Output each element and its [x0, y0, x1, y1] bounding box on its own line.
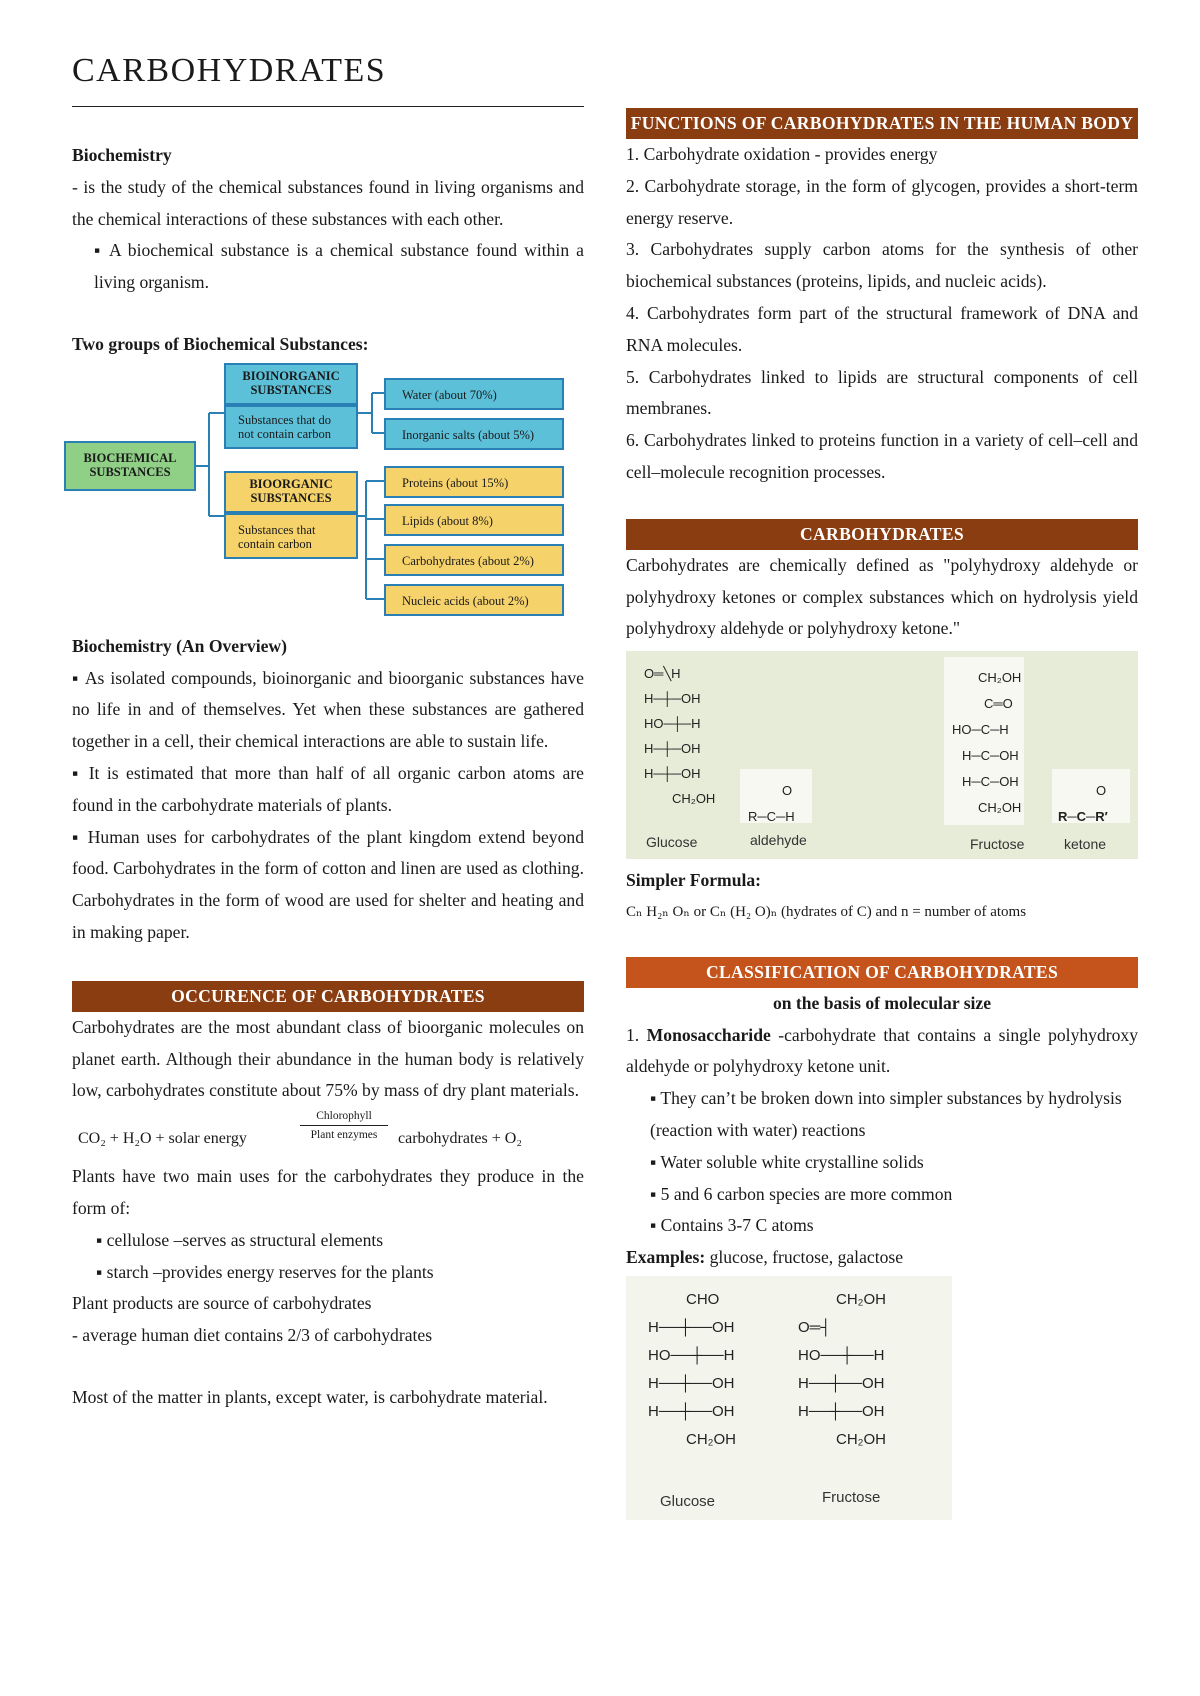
occurrence-band: OCCURENCE OF CARBOHYDRATES: [72, 981, 584, 1012]
aldehyde-structure: [740, 769, 812, 823]
simpler-formula-heading: Simpler Formula:: [626, 870, 762, 891]
use-cellulose: ▪ cellulose –serves as structural elements: [96, 1229, 384, 1250]
biochemistry-definition: - is the study of the chemical substances found in living organisms and the chemical interactions of these substances with each other.: [72, 176, 584, 229]
spacer: [72, 1352, 584, 1382]
bioorganic-desc-line-2: contain carbon: [238, 536, 312, 551]
monosaccharide-examples-figure: [626, 1276, 952, 1520]
aldehyde-group: R─C─H: [748, 809, 795, 825]
water-node: Water (about 70%): [384, 378, 564, 410]
biochemistry-heading: Biochemistry: [72, 145, 172, 165]
page-title: CARBOHYDRATES: [72, 52, 387, 89]
root-node: [64, 441, 196, 491]
aldehyde-oxygen: O: [782, 783, 793, 799]
bioinorganic-desc-line-1: Substances that do: [238, 412, 332, 427]
aldehyde-ketone-figure: [626, 651, 1138, 859]
examples-line: [626, 1242, 1138, 1274]
function-item-1: 1. Carbohydrate oxidation - provides energy: [626, 144, 938, 164]
carbohydrates-band: CARBOHYDRATES: [626, 519, 1138, 550]
monosaccharide-number: 1.: [626, 1024, 640, 1045]
glucose-structure: CHO H──┼──OH HO──┼──H H──┼──OH H──┼──OH CH₂OH: [648, 1290, 736, 1448]
overview-heading: Biochemistry (An Overview): [72, 635, 287, 656]
spacer: [626, 489, 1138, 519]
spacer: [626, 929, 1138, 957]
root-line-1: BIOCHEMICAL: [83, 450, 177, 465]
fructose-open-chain-structure: [944, 657, 1024, 825]
plant-matter-paragraph: Most of the matter in plants, except water, is carbohydrate material.: [72, 1386, 548, 1407]
mono-bullet-hydrolysis: ▪ They can’t be broken down into simpler substances by hydrolysis: [650, 1088, 1122, 1109]
bioorganic-description: [224, 513, 358, 559]
right-column: [626, 108, 1138, 1520]
human-diet-line: - average human diet contains 2/3 of carbohydrates: [72, 1325, 433, 1346]
mono-bullet-hydrolysis-note: (reaction with water) reactions: [650, 1119, 866, 1140]
biochemical-substances-diagram: [64, 361, 594, 631]
reaction-arrow: [300, 1125, 388, 1126]
overview-bullet-3: ▪ Human uses for carbohydrates of the plant kingdom extend beyond food. Carbohydrates in the form of cotton and linen are used as clothing. Carbohydrates in the form of wood are used for shelter and heating and in making paper.: [72, 826, 584, 942]
function-item-4: 4. Carbohydrates form part of the structural framework of DNA and RNA molecules.: [626, 302, 1138, 355]
carbohydrates-node: Carbohydrates (about 2%): [384, 544, 564, 576]
bioorganic-desc-line-1: Substances that: [238, 522, 316, 537]
fructose-chain: CH₂OH C═O HO─C─H H─C─OH H─C─OH CH₂OH: [952, 670, 1022, 816]
nucleic-acids-node: Nucleic acids (about 2%): [384, 584, 564, 616]
carbohydrates-definition: Carbohydrates are chemically defined as "polyhydroxy aldehyde or polyhydroxy ketones or complex substances which on hydrolysis yield polyhydroxy aldehyde or polyhydroxy ketone.": [626, 554, 1138, 639]
function-item-5: 5. Carbohydrates linked to lipids are structural components of cell membranes.: [626, 366, 1138, 419]
root-line-2: SUBSTANCES: [89, 464, 171, 479]
catalyst-top: Chlorophyll: [316, 1110, 372, 1123]
example-glucose-caption: Glucose: [660, 1492, 716, 1510]
biochemical-substance-bullet: ▪ A biochemical substance is a chemical substance found within a living organism.: [94, 240, 584, 293]
bioorganic-line-1: BIOORGANIC: [249, 476, 333, 491]
examples-label: Examples:: [626, 1247, 706, 1268]
function-item-6: 6. Carbohydrates linked to proteins function in a variety of cell–cell and cell–molecule recognition processes.: [626, 430, 1138, 482]
occurrence-paragraph: Carbohydrates are the most abundant class of bioorganic molecules on planet earth. Although their abundance in the human body is relatively low, carbohydrates constitute about 75% by mass of dry plant materials.: [72, 1016, 584, 1101]
overview-bullet-2: ▪ It is estimated that more than half of all organic carbon atoms are found in the carbohydrate materials of plants.: [72, 762, 584, 815]
monosaccharide-definition: [626, 1020, 1138, 1084]
left-column: [72, 140, 584, 1414]
fructose-caption: Fructose: [970, 836, 1025, 853]
classification-band: CLASSIFICATION OF CARBOHYDRATES: [626, 957, 1138, 988]
glucose-open-chain-structure: O═╲H H─┼─OH HO─┼─H H─┼─OH H─┼─OH CH₂OH: [644, 666, 716, 807]
bioinorganic-description: [224, 405, 358, 449]
simpler-formula: Cₙ H₂ₙ Oₙ or Cₙ (H₂ O)ₙ: [626, 903, 778, 920]
bioorganic-line-2: SUBSTANCES: [250, 490, 332, 505]
bioinorganic-line-1: BIOINORGANIC: [242, 368, 340, 383]
lipids-node: Lipids (about 8%): [384, 504, 564, 536]
functions-band: FUNCTIONS OF CARBOHYDRATES IN THE HUMAN BODY: [626, 108, 1138, 139]
groups-heading: Two groups of Biochemical Substances:: [72, 333, 369, 354]
bioinorganic-node: [224, 363, 358, 405]
mono-bullet-carbon-atoms: ▪ Contains 3-7 C atoms: [650, 1215, 814, 1236]
bioinorganic-desc-line-2: not contain carbon: [238, 426, 332, 441]
mono-bullet-carbon-species: ▪ 5 and 6 carbon species are more common: [650, 1183, 953, 1204]
monosaccharide-term: Monosaccharide: [646, 1024, 771, 1045]
catalyst-bottom: Plant enzymes: [310, 1129, 378, 1142]
example-fructose-caption: Fructose: [822, 1488, 881, 1506]
monosaccharide-text: -carbohydrate that contains a single polyhydroxy aldehyde or polyhydroxy ketone unit.: [626, 1024, 1138, 1077]
simpler-formula-line: [626, 897, 1138, 929]
glucose-caption: Glucose: [646, 834, 698, 851]
simpler-formula-note: (hydrates of C) and n = number of atoms: [780, 903, 1027, 920]
inorganic-salts-node: Inorganic salts (about 5%): [384, 418, 564, 450]
fructose-structure: CH₂OH O═┤ HO──┼──H H──┼──OH H──┼──OH CH₂OH: [798, 1290, 886, 1448]
equation-rhs: carbohydrates + O₂: [398, 1130, 522, 1148]
overview-bullet-1: ▪ As isolated compounds, bioinorganic and bioorganic substances have no life in and of themselves. Yet when these substances are gathered together in a cell, their chemical interactions are able to sustain life.: [72, 667, 584, 752]
equation-lhs: CO₂ + H₂O + solar energy: [78, 1130, 247, 1148]
mono-bullet-soluble: ▪ Water soluble white crystalline solids: [650, 1151, 924, 1172]
ketone-caption: ketone: [1064, 836, 1107, 853]
equation-catalysts: [300, 1109, 388, 1142]
plant-uses-paragraph: Plants have two main uses for the carbohydrates they produce in the form of:: [72, 1166, 584, 1218]
photosynthesis-equation: [72, 1107, 584, 1161]
aldehyde-caption: aldehyde: [750, 832, 807, 849]
function-item-3: 3. Carbohydrates supply carbon atoms for the synthesis of other biochemical substances (proteins, lipids, and nucleic acids).: [626, 239, 1138, 292]
examples-list: glucose, fructose, galactose: [709, 1247, 904, 1268]
use-starch: ▪ starch –provides energy reserves for the plants: [96, 1261, 434, 1282]
spacer: [72, 949, 584, 981]
ketone-structure: [1052, 769, 1130, 823]
bioorganic-node: [224, 471, 358, 513]
classification-subtitle: on the basis of molecular size: [772, 992, 992, 1013]
title-divider: [72, 106, 584, 107]
ketone-group: R─C─R′: [1058, 809, 1108, 825]
spacer: [72, 299, 584, 329]
function-item-2: 2. Carbohydrate storage, in the form of glycogen, provides a short-term energy reserve.: [626, 175, 1138, 228]
proteins-node: Proteins (about 15%): [384, 466, 564, 498]
bioinorganic-line-2: SUBSTANCES: [250, 382, 332, 397]
plant-products-line: Plant products are source of carbohydrates: [72, 1293, 372, 1314]
ketone-oxygen: O: [1096, 783, 1107, 799]
